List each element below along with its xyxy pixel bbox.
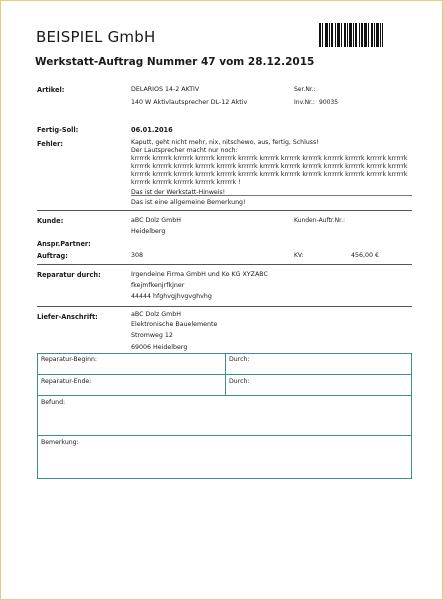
anspr-partner-label: Anspr.Partner: bbox=[37, 240, 91, 248]
auftrag-value: 308 bbox=[131, 252, 144, 259]
fehler-line: Kaputt, geht nicht mehr, nix, nitschewo, aus, fertig, Schluss! bbox=[131, 139, 319, 146]
invnr-label: Inv.Nr.: bbox=[294, 99, 315, 106]
kunden-auftr-label: Kunden-Auftr.Nr.: bbox=[294, 217, 345, 224]
befund-field[interactable]: Befund: bbox=[41, 399, 66, 406]
fehler-divider bbox=[131, 195, 412, 196]
liefer-anschrift-label: Liefer-Anschrift: bbox=[37, 313, 98, 321]
reparatur-beginn-field[interactable]: Reparatur-Beginn: bbox=[41, 356, 98, 363]
durch-ende-field[interactable]: Durch: bbox=[229, 378, 250, 385]
fehler-line: krrrrrk krrrrrk krrrrrk krrrrrk krrrrrk krrrrrk krrrrrk krrrrrk krrrrrk krrrrrk krrrrrk krrrrrk krrrrrk bbox=[131, 163, 408, 170]
fehler-line: Der Lautsprecher macht nur noch: bbox=[131, 147, 238, 154]
durch-beginn-field[interactable]: Durch: bbox=[229, 356, 250, 363]
sernr-label: Ser.Nr.: bbox=[294, 86, 316, 93]
bemerkung-box bbox=[37, 436, 412, 479]
fehler-line: krrrrrk krrrrrk krrrrrk krrrrrk krrrrrk ! bbox=[131, 179, 241, 186]
artikel-line-1: DELARIOS 14-2 AKTIV bbox=[131, 86, 200, 93]
company-name: BEISPIEL GmbH bbox=[36, 28, 156, 46]
divider bbox=[37, 264, 412, 265]
liefer-line-1: aBC Dolz GmbH bbox=[131, 311, 181, 318]
allgemeine-bemerkung: Das ist eine allgemeine Bemerkung! bbox=[131, 199, 246, 206]
auftrag-label: Auftrag: bbox=[37, 252, 68, 260]
divider bbox=[37, 210, 412, 211]
liefer-line-3: Stromweg 12 bbox=[131, 332, 173, 339]
reparatur-durch-label: Reparatur durch: bbox=[37, 271, 101, 279]
fertig-soll-label: Fertig-Soll: bbox=[37, 126, 79, 134]
bemerkung-field[interactable]: Bemerkung: bbox=[41, 439, 79, 446]
kunde-label: Kunde: bbox=[37, 217, 64, 225]
document-title: Werkstatt-Auftrag Nummer 47 vom 28.12.2015 bbox=[35, 56, 315, 68]
fehler-line: Das ist der Werkstatt-Hinweis! bbox=[131, 189, 226, 196]
form-col-divider bbox=[225, 353, 226, 396]
befund-box bbox=[37, 396, 412, 436]
reparatur-line-2: fkejmfkenjrfkjner bbox=[131, 282, 185, 289]
kv-label: KV: bbox=[294, 252, 304, 259]
fehler-line: krrrrrk krrrrrk krrrrrk krrrrrk krrrrrk krrrrrk krrrrrk krrrrrk krrrrrk krrrrrk krrrrrk krrrrrk krrrrrk bbox=[131, 155, 408, 162]
reparatur-line-1: Irgendeine Firma GmbH und Ko KG XYZABC bbox=[131, 271, 268, 278]
liefer-line-2: Elektronische Bauelemente bbox=[131, 321, 218, 328]
fehler-text bbox=[131, 139, 407, 197]
fertig-soll-value: 06.01.2016 bbox=[131, 126, 173, 134]
fehler-label: Fehler: bbox=[37, 140, 64, 148]
divider bbox=[37, 306, 412, 307]
artikel-line-2: 140 W Aktivlautsprecher DL-12 Aktiv bbox=[131, 99, 248, 106]
barcode-icon bbox=[319, 23, 383, 47]
liefer-line-4: 69006 Heidelberg bbox=[131, 344, 188, 351]
kunde-line-2: Heidelberg bbox=[131, 228, 166, 235]
fehler-line: krrrrrk krrrrrk krrrrrk krrrrrk krrrrrk krrrrrk krrrrrk krrrrrk krrrrrk krrrrrk krrrrrk krrrrrk krrrrrk bbox=[131, 171, 408, 178]
artikel-label: Artikel: bbox=[37, 86, 65, 94]
invnr-value: 90035 bbox=[319, 99, 339, 106]
kv-value: 456,00 € bbox=[351, 252, 380, 259]
reparatur-line-3: 44444 hfghvgjhvgvghvhg bbox=[131, 293, 212, 300]
reparatur-ende-field[interactable]: Reparatur-Ende: bbox=[41, 378, 92, 385]
kunde-line-1: aBC Dolz GmbH bbox=[131, 217, 181, 224]
